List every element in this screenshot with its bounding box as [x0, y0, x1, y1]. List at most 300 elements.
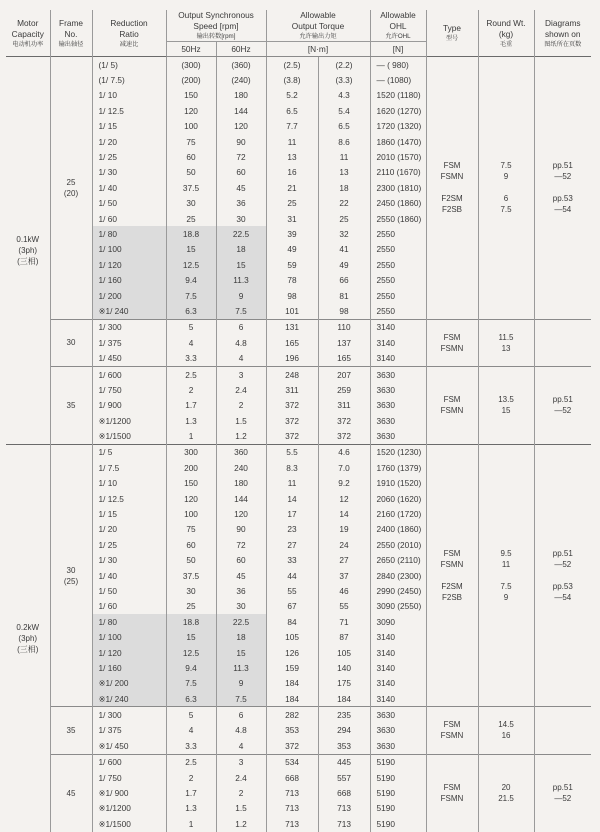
torque-50hz-cell: (3.8)	[266, 72, 318, 87]
weight-cell: 9.5 11 7.5 9	[478, 444, 534, 707]
ohl-cell: 2550	[370, 272, 426, 287]
ratio-cell: ※1/1200	[92, 801, 166, 816]
ohl-cell: 3140	[370, 319, 426, 335]
ratio-cell: 1/ 15	[92, 119, 166, 134]
speed-60hz-cell: 18	[216, 629, 266, 644]
speed-50hz-cell: 60	[166, 149, 216, 164]
torque-60hz-cell: 18	[318, 180, 370, 195]
ratio-cell: 1/ 10	[92, 88, 166, 103]
ohl-cell: 2550	[370, 242, 426, 257]
speed-60hz-cell: 15	[216, 257, 266, 272]
frame-no-cell: 30	[50, 319, 92, 366]
speed-60hz-cell: 11.3	[216, 660, 266, 675]
table-row	[6, 444, 591, 460]
speed-50hz-cell: 37.5	[166, 568, 216, 583]
frame-no-cell: 35	[50, 707, 92, 754]
speed-60hz-cell: 45	[216, 180, 266, 195]
ohl-cell: 2550	[370, 288, 426, 303]
ohl-cell: 5190	[370, 801, 426, 816]
diagrams-cell: pp.51 —52 pp.53 —54	[534, 444, 591, 707]
torque-60hz-cell: 110	[318, 319, 370, 335]
torque-60hz-cell: 445	[318, 754, 370, 770]
torque-60hz-cell: 98	[318, 303, 370, 319]
ohl-cell: 5190	[370, 785, 426, 800]
speed-60hz-cell: 9	[216, 676, 266, 691]
speed-60hz-cell: 7.5	[216, 691, 266, 707]
torque-60hz-cell: 19	[318, 522, 370, 537]
torque-60hz-cell: 372	[318, 413, 370, 428]
speed-60hz-cell: 9	[216, 288, 266, 303]
ohl-cell: 2010 (1570)	[370, 149, 426, 164]
ohl-cell: 1620 (1270)	[370, 103, 426, 118]
speed-50hz-cell: 50	[166, 553, 216, 568]
torque-60hz-cell: 24	[318, 537, 370, 552]
ohl-cell: 3630	[370, 398, 426, 413]
ratio-cell: 1/ 160	[92, 660, 166, 675]
speed-50hz-cell: 6.3	[166, 691, 216, 707]
torque-50hz-cell: 44	[266, 568, 318, 583]
ohl-cell: 2550 (1860)	[370, 211, 426, 226]
ohl-cell: 3630	[370, 707, 426, 723]
ohl-cell: 3630	[370, 382, 426, 397]
speed-60hz-cell: 36	[216, 583, 266, 598]
ratio-cell: (1/ 5)	[92, 57, 166, 73]
speed-50hz-cell: 4	[166, 723, 216, 738]
torque-50hz-cell: 39	[266, 226, 318, 241]
torque-50hz-cell: 67	[266, 599, 318, 614]
ohl-cell: 1520 (1230)	[370, 444, 426, 460]
ratio-cell: 1/ 12.5	[92, 491, 166, 506]
torque-50hz-cell: 184	[266, 676, 318, 691]
speed-60hz-cell: 2	[216, 785, 266, 800]
speed-60hz-cell: 7.5	[216, 303, 266, 319]
ratio-cell: ※1/1200	[92, 413, 166, 428]
table-row	[6, 319, 591, 335]
speed-50hz-cell: 2.5	[166, 754, 216, 770]
speed-60hz-cell: 2.4	[216, 770, 266, 785]
torque-60hz-cell: 175	[318, 676, 370, 691]
ratio-cell: 1/ 375	[92, 335, 166, 350]
ratio-cell: 1/ 160	[92, 272, 166, 287]
diagrams-cell	[534, 707, 591, 754]
torque-60hz-cell: 353	[318, 738, 370, 754]
speed-50hz-cell: 1.3	[166, 801, 216, 816]
torque-50hz-cell: 11	[266, 476, 318, 491]
ratio-cell: 1/ 30	[92, 165, 166, 180]
speed-60hz-cell: 45	[216, 568, 266, 583]
torque-50hz-cell: 55	[266, 583, 318, 598]
frame-no-cell: 45	[50, 754, 92, 831]
ohl-cell: 3140	[370, 335, 426, 350]
speed-60hz-cell: 3	[216, 366, 266, 382]
torque-50hz-cell: 7.7	[266, 119, 318, 134]
torque-50hz-cell: 31	[266, 211, 318, 226]
torque-50hz-cell: 248	[266, 366, 318, 382]
header-ratio: Reduction Ratio 减速比	[92, 10, 166, 57]
ratio-cell: (1/ 7.5)	[92, 72, 166, 87]
speed-50hz-cell: 3.3	[166, 350, 216, 366]
torque-50hz-cell: 159	[266, 660, 318, 675]
torque-60hz-cell: 4.3	[318, 88, 370, 103]
torque-60hz-cell: 235	[318, 707, 370, 723]
torque-60hz-cell: 4.6	[318, 444, 370, 460]
torque-50hz-cell: 17	[266, 506, 318, 521]
speed-60hz-cell: 60	[216, 553, 266, 568]
ohl-cell: 1720 (1320)	[370, 119, 426, 134]
ratio-cell: 1/ 120	[92, 257, 166, 272]
ohl-cell: 3140	[370, 691, 426, 707]
torque-50hz-cell: 5.5	[266, 444, 318, 460]
speed-50hz-cell: 50	[166, 165, 216, 180]
speed-60hz-cell: 2	[216, 398, 266, 413]
speed-60hz-cell: 180	[216, 476, 266, 491]
speed-50hz-cell: 150	[166, 476, 216, 491]
ohl-cell: 3140	[370, 676, 426, 691]
speed-50hz-cell: 25	[166, 599, 216, 614]
torque-50hz-cell: 165	[266, 335, 318, 350]
torque-50hz-cell: 372	[266, 398, 318, 413]
torque-60hz-cell: 7.0	[318, 460, 370, 475]
torque-60hz-cell: 22	[318, 196, 370, 211]
ratio-cell: 1/ 20	[92, 522, 166, 537]
speed-60hz-cell: 1.5	[216, 801, 266, 816]
ohl-cell: 3140	[370, 645, 426, 660]
ratio-cell: 1/ 15	[92, 506, 166, 521]
ohl-cell: 2550	[370, 226, 426, 241]
ratio-cell: 1/ 5	[92, 444, 166, 460]
speed-50hz-cell: 9.4	[166, 660, 216, 675]
torque-60hz-cell: 71	[318, 614, 370, 629]
header-type: Type 型号	[426, 10, 478, 57]
ratio-cell: 1/ 300	[92, 707, 166, 723]
ohl-cell: 2110 (1670)	[370, 165, 426, 180]
speed-50hz-cell: 4	[166, 335, 216, 350]
ratio-cell: 1/ 60	[92, 211, 166, 226]
torque-50hz-cell: 16	[266, 165, 318, 180]
speed-50hz-cell: (200)	[166, 72, 216, 87]
frame-no-cell: 30 (25)	[50, 444, 92, 707]
speed-60hz-cell: 120	[216, 506, 266, 521]
torque-60hz-cell: 184	[318, 691, 370, 707]
ohl-cell: 1520 (1180)	[370, 88, 426, 103]
ratio-cell: 1/ 750	[92, 382, 166, 397]
ratio-cell: ※1/ 450	[92, 738, 166, 754]
speed-50hz-cell: 5	[166, 319, 216, 335]
torque-50hz-cell: 713	[266, 816, 318, 831]
torque-50hz-cell: 6.5	[266, 103, 318, 118]
torque-50hz-cell: (2.5)	[266, 57, 318, 73]
ohl-cell: 1760 (1379)	[370, 460, 426, 475]
speed-50hz-cell: 9.4	[166, 272, 216, 287]
speed-60hz-cell: 6	[216, 707, 266, 723]
torque-60hz-cell: 12	[318, 491, 370, 506]
torque-60hz-cell: 87	[318, 629, 370, 644]
speed-50hz-cell: 5	[166, 707, 216, 723]
torque-60hz-cell: 294	[318, 723, 370, 738]
speed-60hz-cell: 4	[216, 738, 266, 754]
torque-50hz-cell: 534	[266, 754, 318, 770]
speed-60hz-cell: 72	[216, 149, 266, 164]
type-cell: FSM FSMN F2SM F2SB	[426, 444, 478, 707]
header-torque-unit: [N·m]	[266, 42, 370, 57]
ratio-cell: 1/ 450	[92, 350, 166, 366]
type-cell: FSM FSMN F2SM F2SB	[426, 57, 478, 320]
speed-60hz-cell: 90	[216, 522, 266, 537]
diagrams-cell: pp.51 —52 pp.53 —54	[534, 57, 591, 320]
ohl-cell: 3140	[370, 629, 426, 644]
ratio-cell: 1/ 40	[92, 568, 166, 583]
torque-60hz-cell: 13	[318, 165, 370, 180]
torque-50hz-cell: 98	[266, 288, 318, 303]
speed-60hz-cell: 4.8	[216, 335, 266, 350]
torque-50hz-cell: 196	[266, 350, 318, 366]
ratio-cell: 1/ 600	[92, 754, 166, 770]
torque-50hz-cell: 33	[266, 553, 318, 568]
torque-60hz-cell: 81	[318, 288, 370, 303]
ratio-cell: 1/ 120	[92, 645, 166, 660]
torque-60hz-cell: 37	[318, 568, 370, 583]
frame-no-cell: 25 (20)	[50, 57, 92, 320]
ohl-cell: 2840 (2300)	[370, 568, 426, 583]
speed-50hz-cell: 3.3	[166, 738, 216, 754]
ohl-cell: 3630	[370, 738, 426, 754]
ohl-cell: 3630	[370, 366, 426, 382]
torque-50hz-cell: 13	[266, 149, 318, 164]
speed-50hz-cell: 100	[166, 506, 216, 521]
speed-50hz-cell: 75	[166, 522, 216, 537]
ratio-cell: ※1/ 240	[92, 303, 166, 319]
torque-60hz-cell: 32	[318, 226, 370, 241]
ohl-cell: — (1080)	[370, 72, 426, 87]
speed-50hz-cell: 18.8	[166, 614, 216, 629]
speed-60hz-cell: 2.4	[216, 382, 266, 397]
speed-60hz-cell: 360	[216, 444, 266, 460]
speed-50hz-cell: 1.3	[166, 413, 216, 428]
header-weight: Round Wt. (kg) 毛重	[478, 10, 534, 57]
speed-60hz-cell: 1.2	[216, 816, 266, 831]
speed-50hz-cell: 200	[166, 460, 216, 475]
ratio-cell: 1/ 25	[92, 149, 166, 164]
speed-50hz-cell: 7.5	[166, 288, 216, 303]
speed-60hz-cell: 11.3	[216, 272, 266, 287]
ratio-cell: 1/ 200	[92, 288, 166, 303]
speed-50hz-cell: 2	[166, 770, 216, 785]
speed-50hz-cell: 25	[166, 211, 216, 226]
torque-50hz-cell: 131	[266, 319, 318, 335]
motor-capacity-cell: 0.1kW (3ph) (三相)	[6, 57, 50, 445]
torque-50hz-cell: 713	[266, 785, 318, 800]
table-row	[6, 57, 591, 73]
speed-60hz-cell: 18	[216, 242, 266, 257]
speed-50hz-cell: 7.5	[166, 676, 216, 691]
ratio-cell: 1/ 25	[92, 537, 166, 552]
torque-50hz-cell: 5.2	[266, 88, 318, 103]
spec-table	[6, 10, 591, 832]
ohl-cell: 3630	[370, 413, 426, 428]
torque-50hz-cell: 126	[266, 645, 318, 660]
speed-60hz-cell: 120	[216, 119, 266, 134]
torque-60hz-cell: 5.4	[318, 103, 370, 118]
torque-50hz-cell: 27	[266, 537, 318, 552]
header-diagrams: Diagrams shown on 图纸所在页数	[534, 10, 591, 57]
speed-50hz-cell: 37.5	[166, 180, 216, 195]
torque-50hz-cell: 8.3	[266, 460, 318, 475]
ohl-cell: 3140	[370, 350, 426, 366]
speed-50hz-cell: 15	[166, 242, 216, 257]
header-50hz: 50Hz	[166, 42, 216, 57]
torque-50hz-cell: 14	[266, 491, 318, 506]
ratio-cell: 1/ 50	[92, 196, 166, 211]
speed-60hz-cell: 30	[216, 211, 266, 226]
speed-50hz-cell: 150	[166, 88, 216, 103]
torque-60hz-cell: (3.3)	[318, 72, 370, 87]
speed-50hz-cell: 1.7	[166, 398, 216, 413]
ohl-cell: 3090	[370, 614, 426, 629]
speed-50hz-cell: 120	[166, 491, 216, 506]
torque-60hz-cell: 140	[318, 660, 370, 675]
ohl-cell: 2450 (1860)	[370, 196, 426, 211]
speed-50hz-cell: 6.3	[166, 303, 216, 319]
torque-60hz-cell: 14	[318, 506, 370, 521]
header-torque: Allowable Output Torque 允许输出力矩	[266, 10, 370, 42]
speed-50hz-cell: 100	[166, 119, 216, 134]
torque-60hz-cell: 27	[318, 553, 370, 568]
torque-50hz-cell: 101	[266, 303, 318, 319]
speed-60hz-cell: 3	[216, 754, 266, 770]
speed-50hz-cell: 2	[166, 382, 216, 397]
ratio-cell: 1/ 100	[92, 242, 166, 257]
speed-60hz-cell: (240)	[216, 72, 266, 87]
torque-60hz-cell: 668	[318, 785, 370, 800]
speed-60hz-cell: 1.5	[216, 413, 266, 428]
torque-50hz-cell: 105	[266, 629, 318, 644]
weight-cell: 7.5 9 6 7.5	[478, 57, 534, 320]
torque-60hz-cell: 25	[318, 211, 370, 226]
table-row	[6, 366, 591, 382]
ratio-cell: 1/ 100	[92, 629, 166, 644]
speed-50hz-cell: (300)	[166, 57, 216, 73]
ratio-cell: ※1/1500	[92, 428, 166, 444]
speed-60hz-cell: 36	[216, 196, 266, 211]
torque-50hz-cell: 282	[266, 707, 318, 723]
torque-60hz-cell: 372	[318, 428, 370, 444]
type-cell: FSM FSMN	[426, 366, 478, 444]
torque-50hz-cell: 372	[266, 428, 318, 444]
ohl-cell: 2060 (1620)	[370, 491, 426, 506]
speed-50hz-cell: 1	[166, 428, 216, 444]
speed-60hz-cell: 60	[216, 165, 266, 180]
torque-50hz-cell: 84	[266, 614, 318, 629]
torque-60hz-cell: 259	[318, 382, 370, 397]
torque-60hz-cell: 311	[318, 398, 370, 413]
ohl-cell: 2400 (1860)	[370, 522, 426, 537]
diagrams-cell: pp.51 —52	[534, 754, 591, 831]
speed-60hz-cell: 72	[216, 537, 266, 552]
torque-60hz-cell: 165	[318, 350, 370, 366]
speed-60hz-cell: 144	[216, 491, 266, 506]
diagrams-cell: pp.51 —52	[534, 366, 591, 444]
header-ohl-unit: [N]	[370, 42, 426, 57]
ohl-cell: 5190	[370, 816, 426, 831]
ratio-cell: 1/ 12.5	[92, 103, 166, 118]
weight-cell: 13.5 15	[478, 366, 534, 444]
header-speed: Output Synchronous Speed [rpm] 输出转数[rpm]	[166, 10, 266, 42]
torque-50hz-cell: 11	[266, 134, 318, 149]
frame-no-cell: 35	[50, 366, 92, 444]
speed-50hz-cell: 60	[166, 537, 216, 552]
torque-60hz-cell: 6.5	[318, 119, 370, 134]
torque-60hz-cell: (2.2)	[318, 57, 370, 73]
ratio-cell: 1/ 300	[92, 319, 166, 335]
ohl-cell: 3140	[370, 660, 426, 675]
speed-50hz-cell: 12.5	[166, 645, 216, 660]
ratio-cell: 1/ 375	[92, 723, 166, 738]
torque-60hz-cell: 713	[318, 801, 370, 816]
table-row	[6, 754, 591, 770]
ratio-cell: 1/ 80	[92, 614, 166, 629]
ratio-cell: 1/ 80	[92, 226, 166, 241]
torque-50hz-cell: 49	[266, 242, 318, 257]
speed-50hz-cell: 2.5	[166, 366, 216, 382]
speed-60hz-cell: 4.8	[216, 723, 266, 738]
torque-60hz-cell: 46	[318, 583, 370, 598]
speed-60hz-cell: 90	[216, 134, 266, 149]
ohl-cell: 2160 (1720)	[370, 506, 426, 521]
ratio-cell: ※1/1500	[92, 816, 166, 831]
speed-60hz-cell: 6	[216, 319, 266, 335]
weight-cell: 20 21.5	[478, 754, 534, 831]
type-cell: FSM FSMN	[426, 754, 478, 831]
torque-60hz-cell: 8.6	[318, 134, 370, 149]
speed-50hz-cell: 30	[166, 583, 216, 598]
ratio-cell: 1/ 40	[92, 180, 166, 195]
speed-60hz-cell: 15	[216, 645, 266, 660]
weight-cell: 14.5 16	[478, 707, 534, 754]
header-60hz: 60Hz	[216, 42, 266, 57]
motor-capacity-cell: 0.2kW (3ph) (三相)	[6, 444, 50, 831]
torque-50hz-cell: 311	[266, 382, 318, 397]
ohl-cell: 2300 (1810)	[370, 180, 426, 195]
torque-60hz-cell: 11	[318, 149, 370, 164]
ohl-cell: 2550	[370, 257, 426, 272]
ratio-cell: 1/ 900	[92, 398, 166, 413]
torque-50hz-cell: 372	[266, 413, 318, 428]
torque-60hz-cell: 66	[318, 272, 370, 287]
speed-60hz-cell: 22.5	[216, 226, 266, 241]
torque-50hz-cell: 353	[266, 723, 318, 738]
speed-50hz-cell: 1	[166, 816, 216, 831]
ratio-cell: 1/ 7.5	[92, 460, 166, 475]
table-row	[6, 707, 591, 723]
ohl-cell: 3630	[370, 428, 426, 444]
ratio-cell: 1/ 750	[92, 770, 166, 785]
torque-60hz-cell: 49	[318, 257, 370, 272]
torque-50hz-cell: 21	[266, 180, 318, 195]
torque-50hz-cell: 59	[266, 257, 318, 272]
ohl-cell: 2550	[370, 303, 426, 319]
speed-50hz-cell: 300	[166, 444, 216, 460]
torque-60hz-cell: 557	[318, 770, 370, 785]
ohl-cell: 3090 (2550)	[370, 599, 426, 614]
header-motor: Motor Capacity 电动机功率	[11, 17, 44, 48]
spec-sheet	[6, 10, 591, 832]
torque-60hz-cell: 137	[318, 335, 370, 350]
header-frame: Frame No. 输出轴径	[50, 10, 92, 57]
ratio-cell: 1/ 20	[92, 134, 166, 149]
torque-60hz-cell: 55	[318, 599, 370, 614]
spec-body	[6, 57, 591, 832]
type-cell: FSM FSMN	[426, 707, 478, 754]
